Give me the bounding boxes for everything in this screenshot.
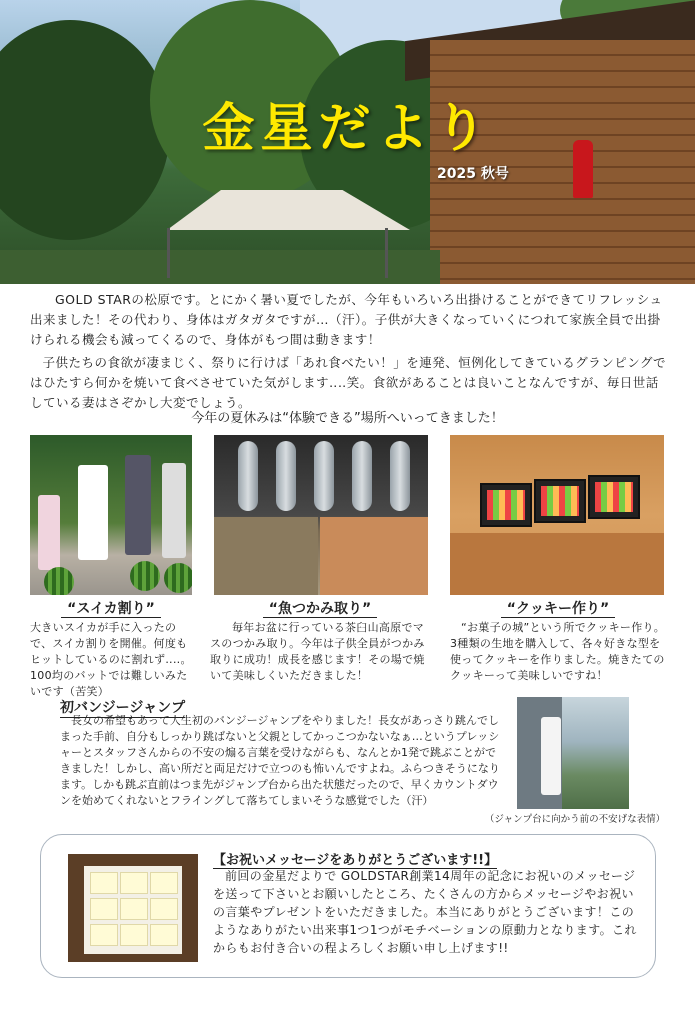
message-card [120,924,148,946]
message-card [90,872,118,894]
fish-icon [314,441,334,511]
message-card [150,924,178,946]
watermelon-icon [164,563,192,593]
cookie-making-photo [450,435,664,595]
river-photo [214,517,318,595]
message-board [84,866,182,954]
child-figure [78,465,108,560]
child-figure [38,495,60,570]
message-card [90,898,118,920]
bungee-heading: 初バンジージャンプ [60,697,185,718]
grass [0,250,440,284]
fish-icon [276,441,296,511]
cookie-section [450,598,666,684]
tent-leg [167,228,170,278]
child-figure [162,463,186,558]
message-card [120,898,148,920]
hero-photo [0,0,695,284]
adult-figure [125,455,151,555]
watermelon-photo [30,435,192,595]
watermelon-section [30,598,192,700]
message-card [150,898,178,920]
fish-caption: “魚つかみ取り” [263,601,377,618]
person-figure [541,717,561,795]
message-heading: 【お祝いメッセージをありがとうございます!!】 [213,849,497,869]
watermelon-caption: “スイカ割り” [61,601,161,618]
tent-leg [385,228,388,278]
message-text: 前回の金星だよりで GOLDSTAR創業14周年の記念にお祝いのメッセージを送って下さいとお願いしたところ、たくさんの方からメッセージやお祝いの言葉やプレゼントをいただきました。本当にありがとうございます！このようなありがたい出来事1つ1つがモチベーションの原動力となります。これからもお付き合いの程よろしくお願い申し上げます!! [213,869,637,955]
newsletter-title: 金星だより [202,99,493,159]
bungee-text: 長女の希望もあって人生初のバンジージャンプをやりました！長女があっさり跳んでしまった手前、自分もしっかり跳ばないと父親としてかっこつかないなぁ…というプレッシャーとスタッフさんからの不安の煽る言葉を受けながらも、なんとか1発で跳ぶことができました！しかし、高い所だと両足だけで立つのも怖いんですよね。ふらつきそうになります。しかも跳ぶ直前はつま先がジャンプ台から出た状態だったので、早くカウントダウンを始めてくれないとフライングして落ちてしまいそうな感覚でした（汗） [60,714,500,807]
children-photo [320,517,428,595]
cookie-tray [480,483,532,527]
message-card [90,924,118,946]
fish-icon [390,441,410,511]
intro-paragraph: GOLD STARの松原です。とにかく暑い夏でしたが、今年もいろいろ出掛けることができてリフレッシュ出来ました！その代わり、身体はガタガタですが…（汗）。子供が大きくなっていくにつれて家族全員で出掛けられる機会も減ってくるので、身体がもつ間は動きます！ [30,292,663,347]
fish-section [210,598,430,684]
table-photo [450,533,664,595]
fish-icon [238,441,258,511]
cookie-caption: “クッキー作り” [501,601,615,618]
message-card [150,872,178,894]
appetite-paragraph: 子供たちの食欲が凄まじく、祭りに行けば「あれ食べたい！」を連発、恒例化してきているグランピングではひたすら何かを焼いて食べさせていた気がします‥‥笑。食欲があることは良いことなんですが、毎日世話している妻はさぞかし大変でしょう。 [30,355,667,410]
fish-text: 毎年お盆に行っている茶臼山高原でマスのつかみ取り。今年は子供全員がつかみ取りに成功！成長を感じます！その場で焼いて美味しくいただきました！ [210,621,425,682]
bungee-photo-caption: （ジャンプ台に向かう前の不安げな表情） [484,814,666,825]
watermelon-icon [130,561,160,591]
watermelon-text: 大きいスイカが手に入ったので、スイカ割りを開催。何度もヒットしているのに割れず‥‥。100均のバットでは難しいみたいです（苦笑） [30,621,192,698]
bungee-photo [517,697,629,809]
cookie-text: “お菓子の城”という所でクッキー作り。3種類の生地を購入して、各々好きな型を使ってクッキーを作りました。焼きたてのクッキーって美味しいですね！ [450,621,666,682]
cookie-tray [534,479,586,523]
message-card [120,872,148,894]
log-cabin [430,40,695,284]
cookie-tray [588,475,640,519]
fish-catching-photo [214,435,428,595]
fish-icon [352,441,372,511]
watermelon-icon [44,567,74,595]
issue-label: 2025 秋号 [437,166,509,182]
summer-intro-heading: 今年の夏休みは“体験できる”場所へいってきました！ [191,411,504,426]
